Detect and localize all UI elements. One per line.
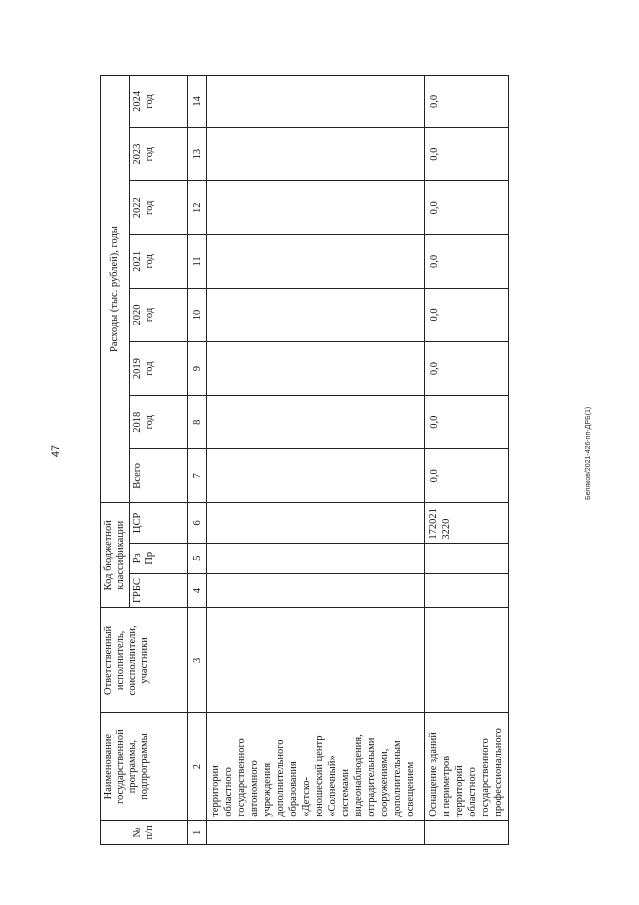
row-value: 0,0 xyxy=(425,449,509,503)
header-year-2018: 2018 год xyxy=(130,395,188,449)
row-value: 0,0 xyxy=(425,395,509,449)
header-year-2023: 2023 год xyxy=(130,127,188,181)
header-year-2022: 2022 год xyxy=(130,181,188,235)
row-value xyxy=(207,76,425,128)
header-csr: ЦСР xyxy=(130,503,188,543)
column-number: 11 xyxy=(188,235,207,289)
row-value: 0,0 xyxy=(425,342,509,396)
row-responsible xyxy=(425,608,509,713)
column-number: 5 xyxy=(188,543,207,573)
column-number: 2 xyxy=(188,713,207,820)
row-value: 0,0 xyxy=(425,76,509,128)
row-value xyxy=(207,181,425,235)
header-responsible: Ответственный исполнитель, соисполнители, участники xyxy=(101,608,188,713)
row-csr xyxy=(207,503,425,543)
row-grbs xyxy=(425,573,509,607)
row-value xyxy=(207,288,425,342)
header-rz-pr: Рз Пр xyxy=(130,543,188,573)
table-row xyxy=(425,76,509,845)
header-total: Всего xyxy=(130,449,188,503)
row-value xyxy=(207,342,425,396)
header-no: № п/п xyxy=(101,820,188,844)
column-number: 10 xyxy=(188,288,207,342)
expenses-table xyxy=(100,75,509,845)
header-year-2020: 2020 год xyxy=(130,288,188,342)
row-value xyxy=(207,395,425,449)
page-number: 47 xyxy=(50,444,62,458)
header-grbs: ГРБС xyxy=(130,573,188,607)
column-number: 1 xyxy=(188,820,207,844)
table-row xyxy=(207,76,425,845)
row-value: 0,0 xyxy=(425,235,509,289)
row-value xyxy=(207,127,425,181)
row-responsible xyxy=(207,608,425,713)
row-csr: 172021 3220 xyxy=(425,503,509,543)
column-number: 4 xyxy=(188,573,207,607)
column-number: 8 xyxy=(188,395,207,449)
row-no xyxy=(425,820,509,844)
header-budget-code: Код бюджетной классификации xyxy=(101,503,130,608)
row-rz-pr xyxy=(425,543,509,573)
column-number: 6 xyxy=(188,503,207,543)
header-year-2021: 2021 год xyxy=(130,235,188,289)
row-grbs xyxy=(207,573,425,607)
row-value xyxy=(207,235,425,289)
footer-note: Беляков/2021-426-пп-ДРБ(1) xyxy=(585,406,592,500)
column-number: 14 xyxy=(188,76,207,128)
column-number: 7 xyxy=(188,449,207,503)
row-program-name: территории областного государственного автономного учреждения дополнительного образования «Детско- юношеский центр «Солнечный» системами видеонаблюдения, отградительными сооружениями, дополнительным освещением xyxy=(207,713,425,820)
header-year-2019: 2019 год xyxy=(130,342,188,396)
column-number: 12 xyxy=(188,181,207,235)
expenses-table-rotated xyxy=(100,75,510,845)
row-value: 0,0 xyxy=(425,181,509,235)
header-program-name: Наименование государственной программы, подпрограммы xyxy=(101,713,188,820)
row-value: 0,0 xyxy=(425,127,509,181)
row-no xyxy=(207,820,425,844)
row-rz-pr xyxy=(207,543,425,573)
column-number: 9 xyxy=(188,342,207,396)
row-value: 0,0 xyxy=(425,288,509,342)
column-number: 3 xyxy=(188,608,207,713)
row-program-name: Оснащение зданий и периметров территорий областного государственного профессионального xyxy=(425,713,509,820)
column-number-row xyxy=(188,76,207,845)
row-value xyxy=(207,449,425,503)
header-year-2024: 2024 год xyxy=(130,76,188,128)
column-number: 13 xyxy=(188,127,207,181)
header-expenses: Расходы (тыс. рублей), годы xyxy=(101,76,130,503)
